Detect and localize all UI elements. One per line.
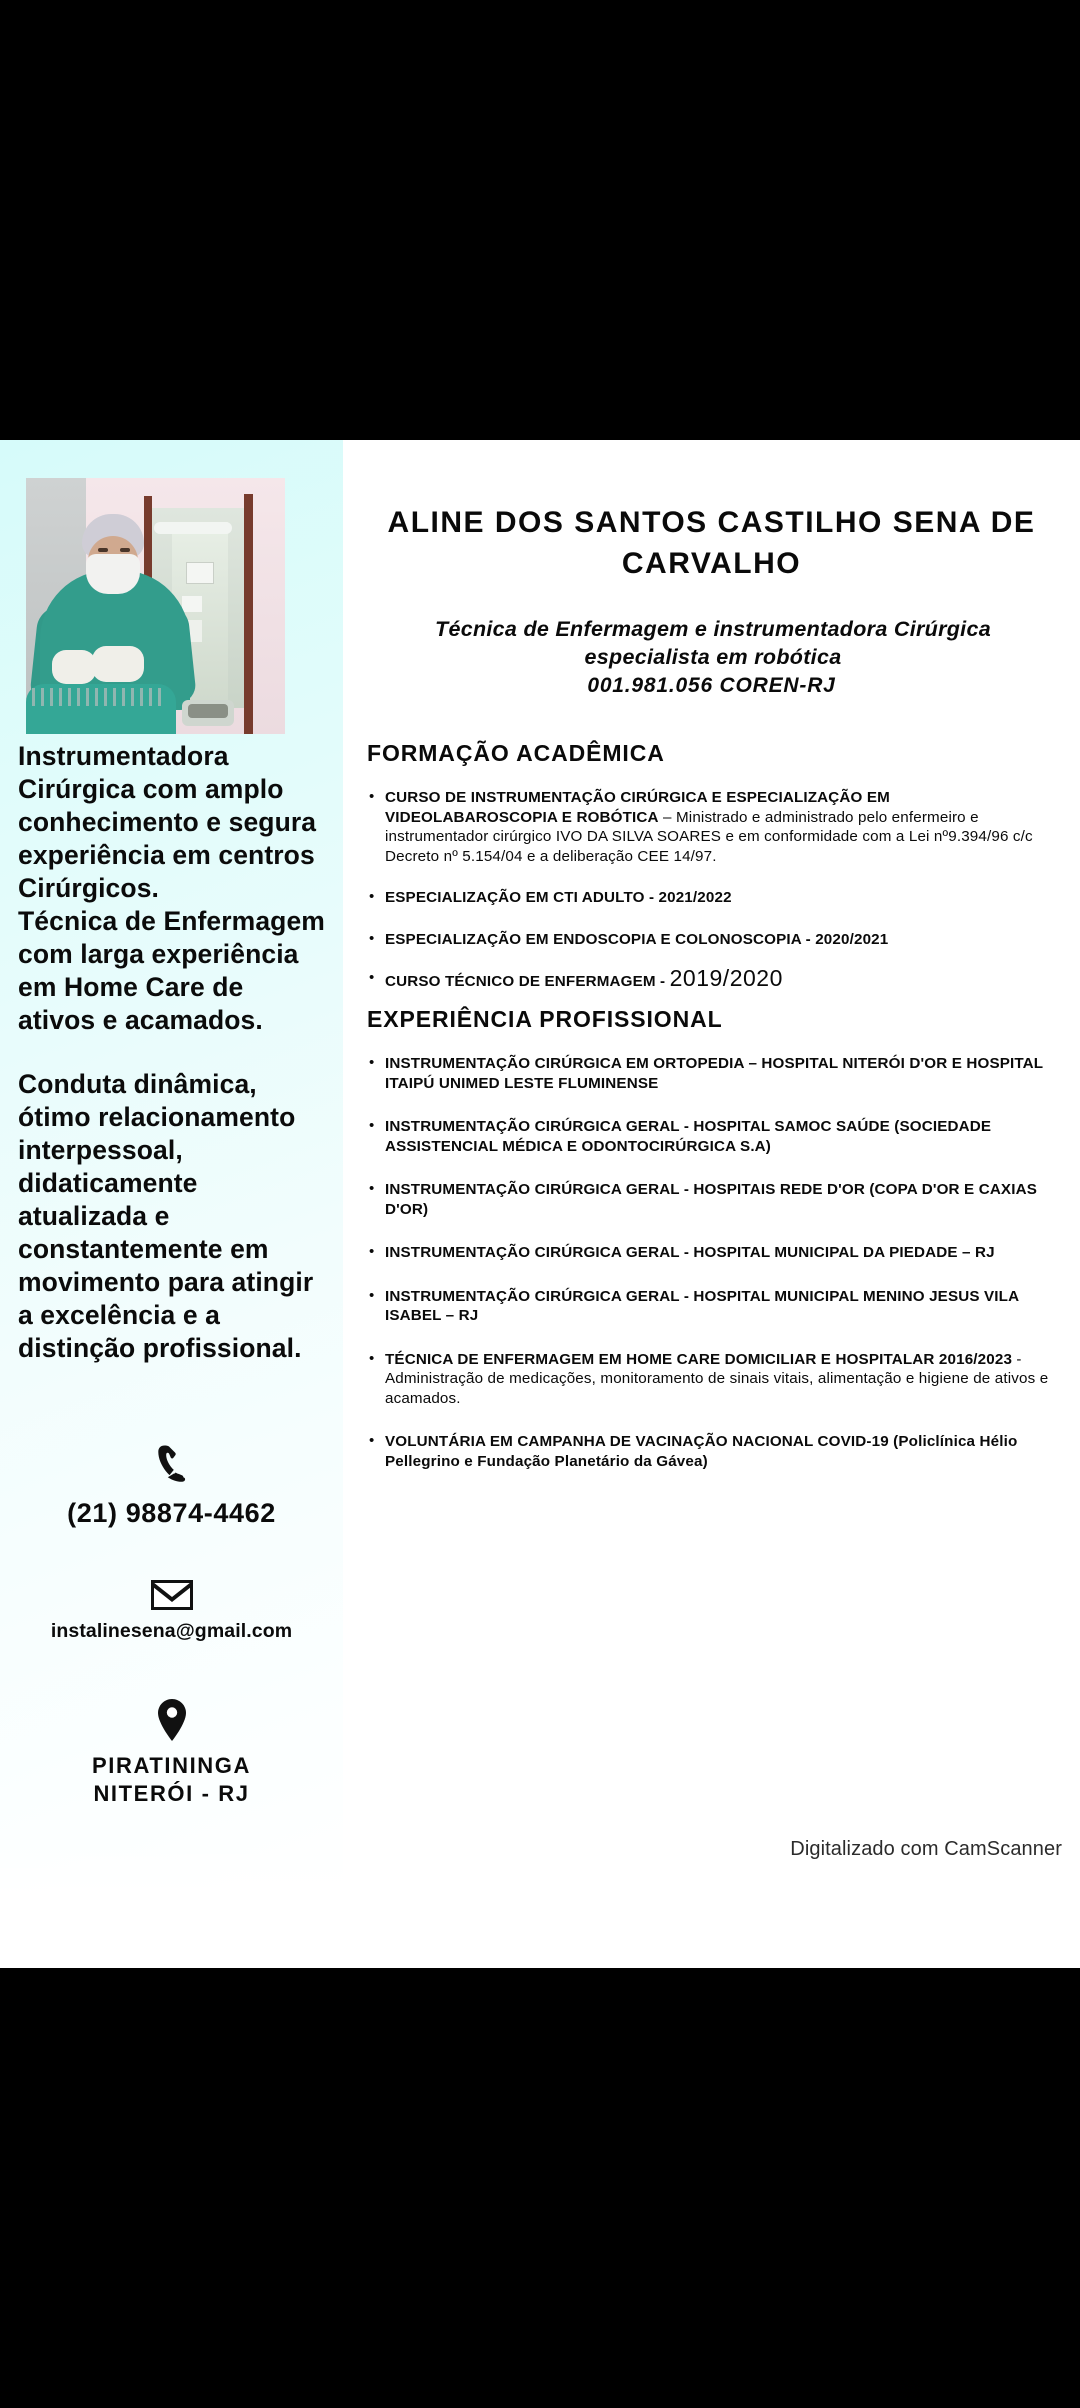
- academic-item-title: CURSO DE INSTRUMENTAÇÃO CIRÚRGICA E ESPECIALIZAÇÃO EM VIDEOLABAROSCOPIA E ROBÓTICA: [385, 789, 890, 826]
- profile-photo-image: [26, 478, 285, 734]
- academic-list: [367, 788, 1057, 992]
- experience-item: [367, 1287, 1057, 1326]
- letterbox-bar-bottom: [0, 1968, 1080, 2408]
- photo-glove-right: [92, 646, 144, 682]
- academic-item-detail: – Ministrado e administrado pelo enfermeiro e instrumentador cirúrgico IVO DA SILVA SOARES e em conformidade com a Lei nº9.394/96 c/c Decreto nº 5.154/04 e a deliberação CEE 14/97.: [385, 808, 1033, 865]
- cv-job-title: Técnica de Enfermagem e instrumentadora Cirúrgica especialista em robótica: [435, 617, 991, 669]
- phone-number: (21) 98874-4462: [67, 1498, 276, 1528]
- photo-eye-right: [120, 548, 130, 552]
- academic-item-title: ESPECIALIZAÇÃO EM ENDOSCOPIA E COLONOSCOPIA - 2020/2021: [385, 930, 889, 948]
- address-line-2: NITERÓI - RJ: [93, 1781, 250, 1806]
- academic-item-title: ESPECIALIZAÇÃO EM CTI ADULTO - 2021/2022: [385, 889, 732, 906]
- experience-item-title: INSTRUMENTAÇÃO CIRÚRGICA GERAL - HOSPITAL MUNICIPAL MENINO JESUS VILA ISABEL – RJ: [385, 1287, 1019, 1324]
- experience-list: [367, 1054, 1057, 1471]
- experience-item: [367, 1054, 1057, 1093]
- photo-wall-dispenser-2: [182, 596, 202, 612]
- photo-surgical-mask: [86, 554, 140, 594]
- photo-glove-left: [52, 650, 96, 684]
- experience-item-title: TÉCNICA DE ENFERMAGEM EM HOME CARE DOMICILIAR E HOSPITALAR 2016/2023: [385, 1350, 1013, 1368]
- camscanner-watermark: Digitalizado com CamScanner: [790, 1838, 1062, 1860]
- photo-tray-contents: [188, 704, 228, 718]
- envelope-icon: [151, 1580, 193, 1610]
- academic-item: [367, 788, 1057, 866]
- experience-item-detail: - Administração de medicações, monitoramento de sinais vitais, alimentação e higiene de ativos e acamados.: [385, 1350, 1049, 1407]
- scanned-document-page: [0, 440, 1080, 1968]
- contact-phone[interactable]: [0, 1442, 343, 1529]
- phone-icon: [150, 1442, 194, 1488]
- profile-photo: [26, 478, 285, 734]
- experience-item: [367, 1180, 1057, 1219]
- academic-item: [367, 888, 1057, 908]
- academic-item: [367, 965, 1057, 992]
- academic-item: [367, 930, 1057, 950]
- map-pin-icon: [155, 1698, 189, 1742]
- contact-email[interactable]: [0, 1580, 343, 1643]
- summary-paragraph-2: Técnica de Enfermagem com larga experiência em Home Care de ativos e acamados.: [18, 906, 325, 1035]
- summary-paragraph-1: Instrumentadora Cirúrgica com amplo conhecimento e segura experiência em centros Cirúrgicos.: [18, 741, 317, 903]
- address-line-1: PIRATININGA: [92, 1753, 251, 1778]
- experience-item-title: INSTRUMENTAÇÃO CIRÚRGICA GERAL - HOSPITAIS REDE D'OR (COPA D'OR E CAXIAS D'OR): [385, 1181, 1037, 1218]
- letterbox-bar-top: [0, 0, 1080, 440]
- photo-door-frame-right: [244, 494, 253, 734]
- academic-item-title: CURSO TÉCNICO DE ENFERMAGEM -: [385, 973, 670, 990]
- experience-item-title: INSTRUMENTAÇÃO CIRÚRGICA EM ORTOPEDIA – HOSPITAL NITERÓI D'OR E HOSPITAL ITAIPÚ UNIMED LESTE FLUMINENSE: [385, 1055, 1043, 1092]
- sidebar-bottom-fade: [0, 1840, 343, 1918]
- cv-sidebar: [0, 440, 343, 1918]
- experience-item: [367, 1350, 1057, 1409]
- experience-item: [367, 1117, 1057, 1156]
- contact-address[interactable]: [0, 1698, 343, 1808]
- summary-paragraph-3: Conduta dinâmica, ótimo relacionamento interpessoal, didaticamente atualizada e constantemente em movimento para atingir a excelência e a distinção profissional.: [18, 1069, 314, 1363]
- photo-ceiling-light: [154, 522, 232, 534]
- cv-full-name: ALINE DOS SANTOS CASTILHO SENA DE CARVALHO: [387, 506, 1036, 580]
- cv-main-column: [343, 440, 1080, 1918]
- experience-item-title: INSTRUMENTAÇÃO CIRÚRGICA GERAL - HOSPITAL MUNICIPAL DA PIEDADE – RJ: [385, 1244, 995, 1261]
- section-heading-experience: EXPERIÊNCIA PROFISSIONAL: [367, 1006, 723, 1032]
- photo-eye-left: [98, 548, 108, 552]
- photo-surgical-instruments: [32, 688, 162, 706]
- experience-item-title: VOLUNTÁRIA EM CAMPANHA DE VACINAÇÃO NACIONAL COVID-19 (Policlínica Hélio Pellegrino e Fundação Planetário da Gávea): [385, 1433, 1018, 1470]
- section-heading-academic: FORMAÇÃO ACADÊMICA: [367, 740, 665, 766]
- photo-wall-dispenser-1: [186, 562, 214, 584]
- experience-item: [367, 1243, 1057, 1263]
- experience-item-title: INSTRUMENTAÇÃO CIRÚRGICA GERAL - HOSPITAL SAMOC SAÚDE (SOCIEDADE ASSISTENCIAL MÉDICA E ODONTOCIRÚRGICA S.A): [385, 1118, 992, 1155]
- email-address: instalinesena@gmail.com: [50, 1620, 293, 1642]
- experience-item: [367, 1432, 1057, 1471]
- cv-registration-number: 001.981.056 COREN-RJ: [587, 674, 836, 697]
- academic-item-years: 2019/2020: [669, 965, 783, 991]
